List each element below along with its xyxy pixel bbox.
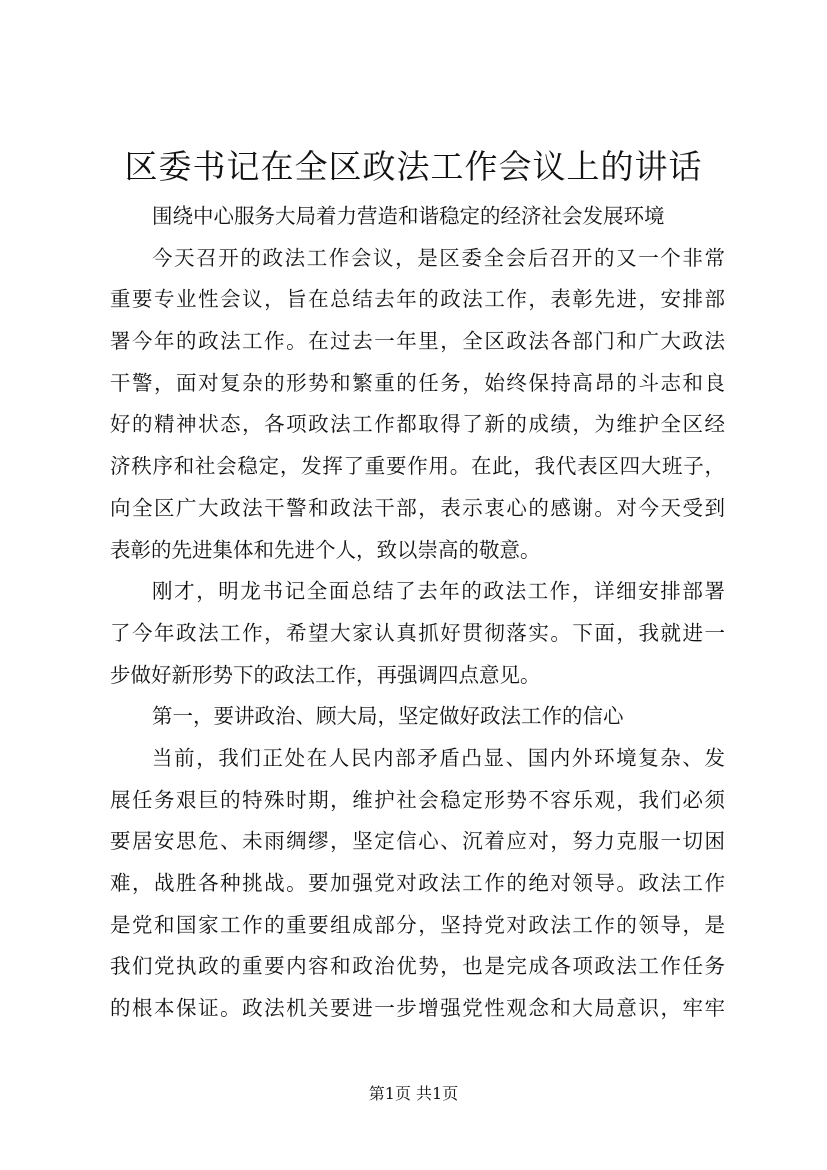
text-line: 干警，面对复杂的形势和繁重的任务，始终保持高昂的斗志和良 bbox=[110, 370, 725, 395]
text-line: 今天召开的政法工作会议，是区委全会后召开的又一个非常 bbox=[152, 245, 725, 270]
text-line: 刚才，明龙书记全面总结了去年的政法工作，详细安排部署 bbox=[152, 579, 725, 604]
text-line: 步做好新形势下的政法工作，再强调四点意见。 bbox=[110, 662, 541, 687]
text-line: 济秩序和社会稳定，发挥了重要作用。在此，我代表区四大班子， bbox=[110, 454, 725, 479]
page-footer: 第1页 共1页 bbox=[368, 1084, 459, 1103]
text-line: 围绕中心服务大局着力营造和谐稳定的经济社会发展环境 bbox=[152, 204, 665, 228]
text-line: 署今年的政法工作。在过去一年里，全区政法各部门和广大政法 bbox=[110, 329, 725, 354]
text-line: 好的精神状态，各项政法工作都取得了新的成绩，为维护全区经 bbox=[110, 412, 725, 437]
text-line: 要居安思危、未雨绸缪，坚定信心、沉着应对，努力克服一切困 bbox=[110, 829, 725, 854]
text-line: 我们党执政的重要内容和政治优势，也是完成各项政法工作任务 bbox=[110, 954, 725, 979]
text-line: 的根本保证。政法机关要进一步增强党性观念和大局意识，牢牢 bbox=[110, 996, 725, 1021]
text-line: 重要专业性会议，旨在总结去年的政法工作，表彰先进，安排部 bbox=[110, 287, 725, 312]
text-line: 第一，要讲政治、顾大局，坚定做好政法工作的信心 bbox=[152, 704, 624, 729]
text-line: 当前，我们正处在人民内部矛盾凸显、国内外环境复杂、发 bbox=[152, 745, 725, 770]
text-line: 展任务艰巨的特殊时期，维护社会稳定形势不容乐观，我们必须 bbox=[110, 787, 725, 812]
document-title: 区委书记在全区政法工作会议上的讲话 bbox=[124, 147, 703, 186]
text-line: 是党和国家工作的重要组成部分，坚持党对政法工作的领导，是 bbox=[110, 912, 725, 937]
text-line: 难，战胜各种挑战。要加强党对政法工作的绝对领导。政法工作 bbox=[110, 871, 725, 895]
text-line: 了今年政法工作，希望大家认真抓好贯彻落实。下面，我就进一 bbox=[110, 620, 725, 645]
document-body bbox=[110, 196, 725, 1030]
text-line: 向全区广大政法干警和政法干部，表示衷心的感谢。对今天受到 bbox=[110, 495, 725, 520]
text-line: 表彰的先进集体和先进个人，致以崇高的敬意。 bbox=[110, 537, 541, 562]
